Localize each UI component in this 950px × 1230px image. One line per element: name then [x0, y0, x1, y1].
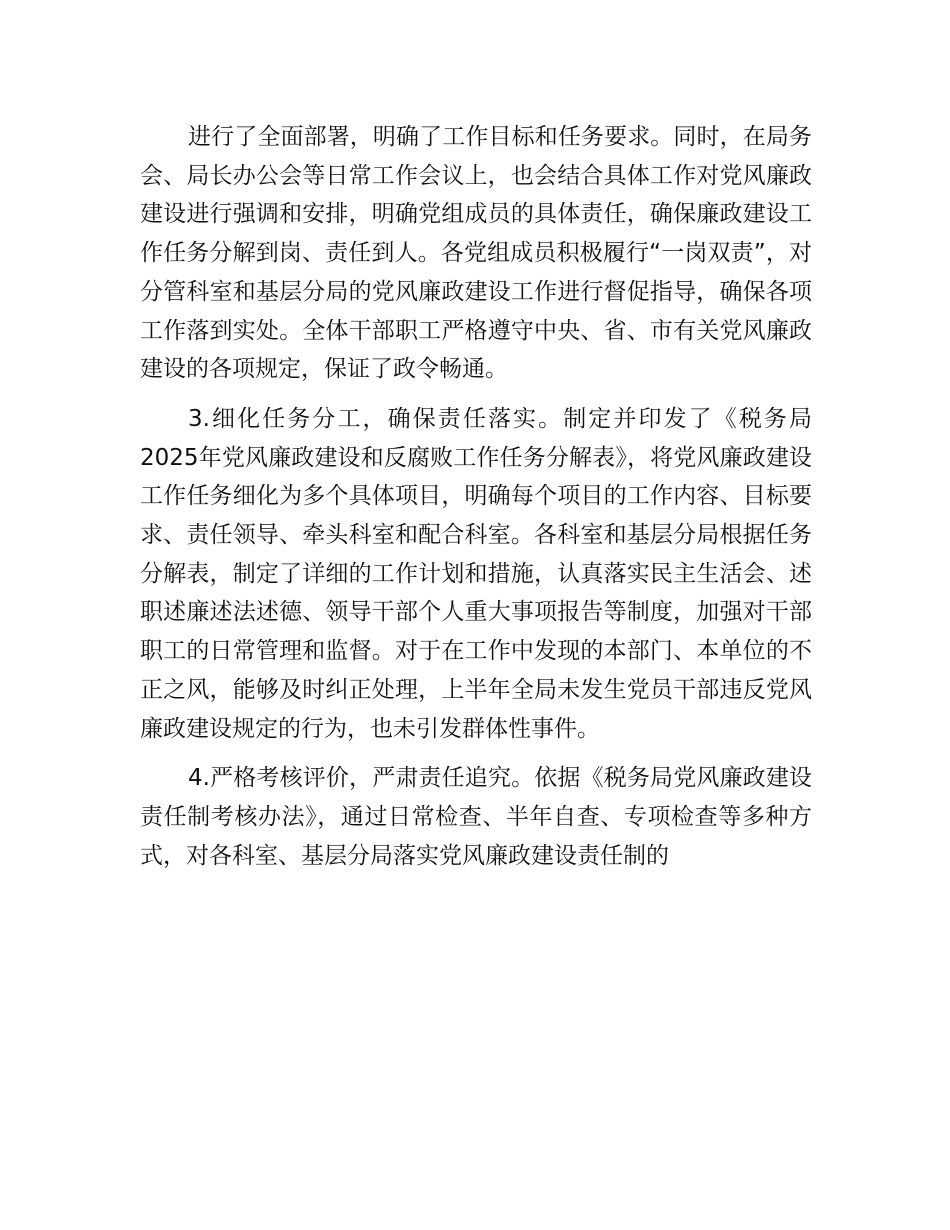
paragraph-deployment: 进行了全面部署，明确了工作目标和任务要求。同时，在局务会、局长办公会等日常工作会议上，也会结合具体工作对党风廉政建设进行强调和安排，明确党组成员的具体责任，确保廉政建设工作任务分解到岗、责任到人。各党组成员积极履行“一岗双责”，对分管科室和基层分局的党风廉政建设工作进行督促指导，确保各项工作落到实处。全体干部职工严格遵守中央、省、市有关党风廉政建设的各项规定，保证了政令畅通。: [140, 124, 812, 383]
document-body: [140, 118, 812, 886]
paragraph-task-division: 3.细化任务分工，确保责任落实。制定并印发了《税务局2025年党风廉政建设和反腐败工作任务分解表》，将党风廉政建设工作任务细化为多个具体项目，明确每个项目的工作内容、目标要求、责任领导、牵头科室和配合科室。各科室和基层分局根据任务分解表，制定了详细的工作计划和措施，认真落实民主生活会、述职述廉述法述德、领导干部个人重大事项报告等制度，加强对干部职工的日常管理和监督。对于在工作中发现的本部门、本单位的不正之风，能够及时纠正处理，上半年全局未发生党员干部违反党风廉政建设规定的行为，也未引发群体性事件。: [140, 405, 812, 742]
paragraph-assessment: 4.严格考核评价，严肃责任追究。依据《税务局党风廉政建设责任制考核办法》，通过日常检查、半年自查、专项检查等多种方式，对各科室、基层分局落实党风廉政建设责任制的: [140, 765, 812, 869]
